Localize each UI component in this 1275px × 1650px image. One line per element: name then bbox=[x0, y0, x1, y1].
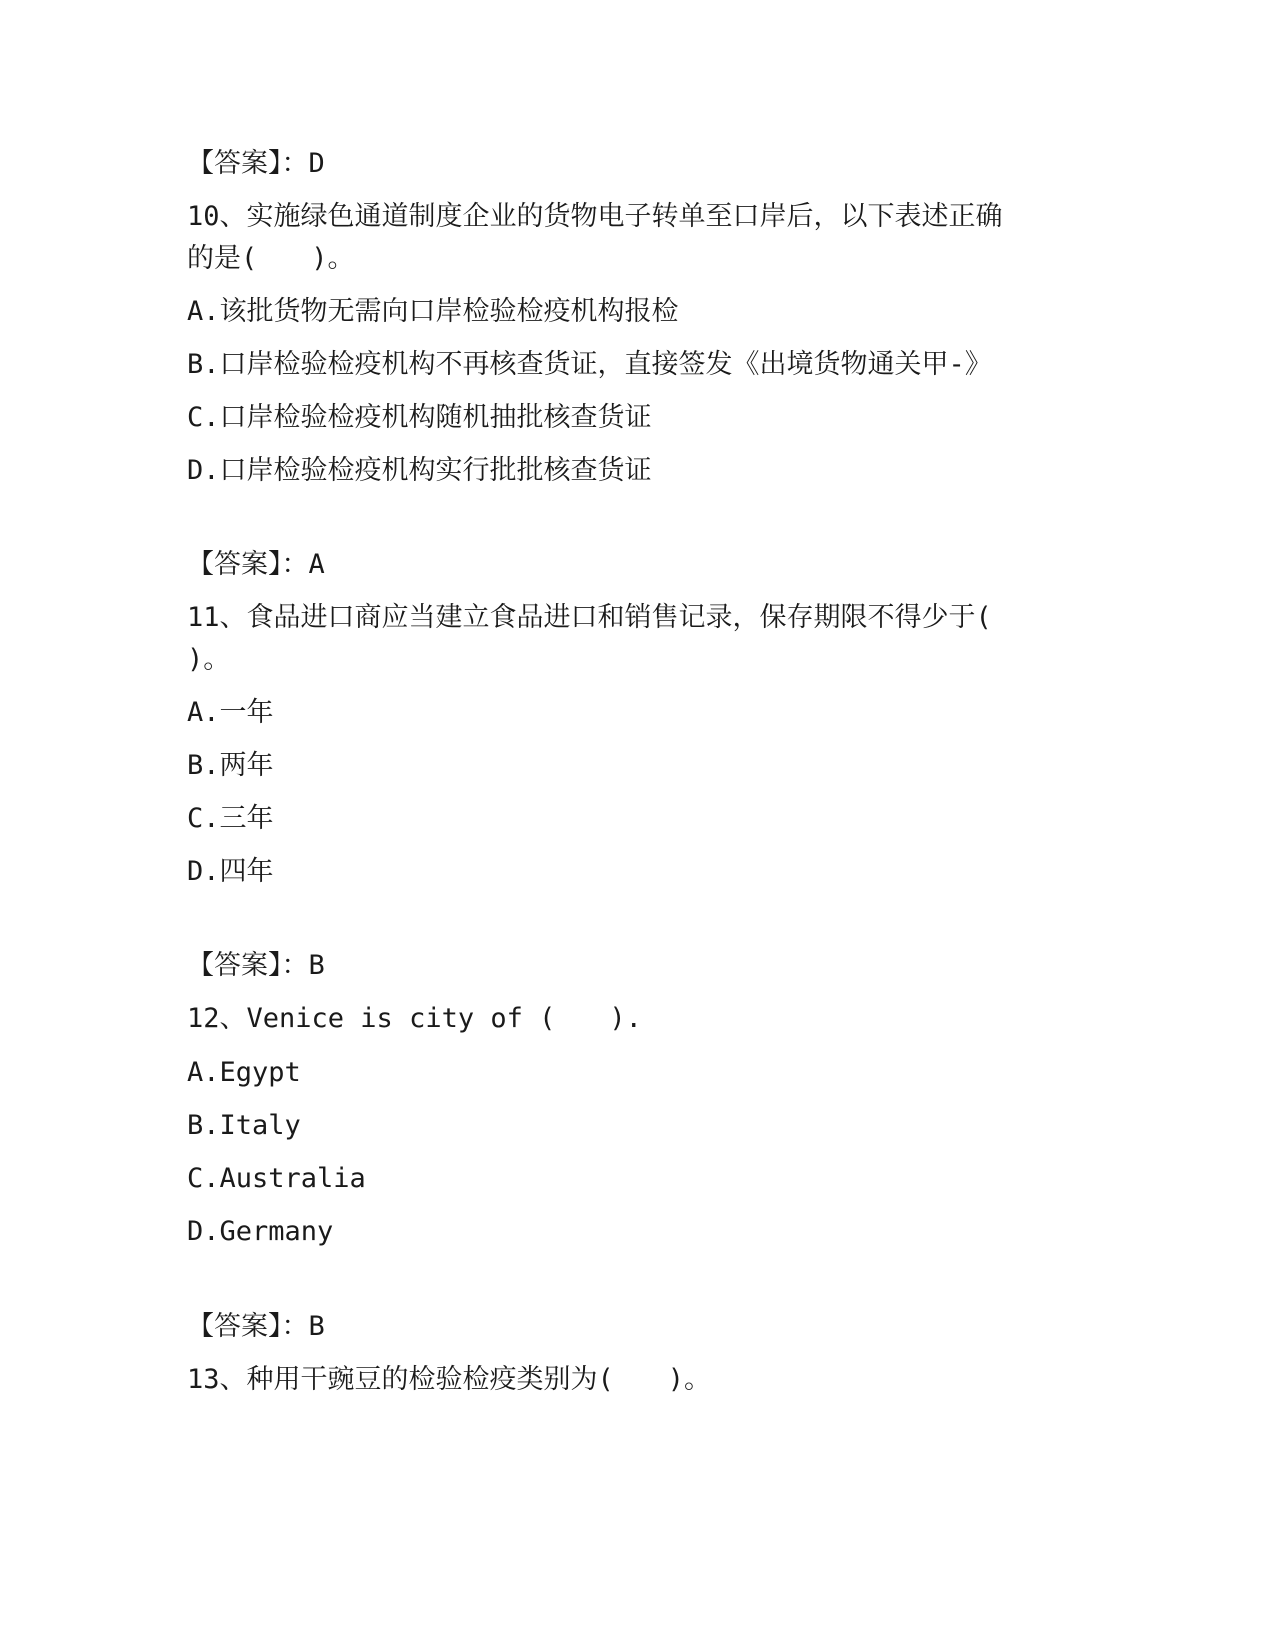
question-11-line-2: )。 bbox=[187, 644, 231, 675]
question-10-line-1: 10、实施绿色通道制度企业的货物电子转单至口岸后，以下表述正确 bbox=[187, 201, 1003, 232]
question-11-option-d: D.四年 bbox=[187, 856, 274, 887]
question-10-option-b: B.口岸检验检疫机构不再核查货证，直接签发《出境货物通关甲-》 bbox=[187, 349, 992, 380]
question-11-option-b: B.两年 bbox=[187, 750, 274, 781]
question-12-option-c: C.Australia bbox=[187, 1163, 366, 1194]
answer-11: 【答案】：B bbox=[187, 950, 325, 981]
question-13-line-1: 13、种用干豌豆的检验检疫类别为( )。 bbox=[187, 1364, 712, 1395]
question-11-line-1: 11、食品进口商应当建立食品进口和销售记录，保存期限不得少于( bbox=[187, 602, 992, 633]
question-12-line-1: 12、Venice is city of ( ). bbox=[187, 1003, 642, 1034]
question-10-option-a: A.该批货物无需向口岸检验检疫机构报检 bbox=[187, 296, 679, 327]
answer-9: 【答案】：D bbox=[187, 148, 325, 179]
question-11-option-c: C.三年 bbox=[187, 803, 274, 834]
question-12-option-d: D.Germany bbox=[187, 1216, 334, 1247]
answer-12: 【答案】：B bbox=[187, 1311, 325, 1342]
question-11-option-a: A.一年 bbox=[187, 697, 274, 728]
question-10-line-2: 的是( )。 bbox=[187, 243, 355, 274]
answer-10: 【答案】：A bbox=[187, 549, 325, 580]
question-12-option-a: A.Egypt bbox=[187, 1057, 301, 1088]
question-10-option-c: C.口岸检验检疫机构随机抽批核查货证 bbox=[187, 402, 652, 433]
question-10-option-d: D.口岸检验检疫机构实行批批核查货证 bbox=[187, 455, 652, 486]
question-12-option-b: B.Italy bbox=[187, 1110, 301, 1141]
